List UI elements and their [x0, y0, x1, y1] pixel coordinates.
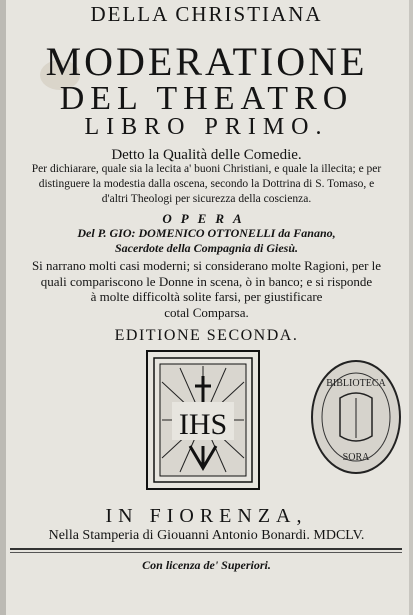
jesuit-ihs-emblem-icon — [146, 350, 260, 490]
author-line: Sacerdote della Compagnia di Giesù. — [115, 241, 298, 255]
divider-rule-thin — [10, 552, 402, 553]
summary-line: distinguere la modestia dalla oscena, secondo la Dottrina di S. Tomaso, e — [38, 178, 375, 190]
edition-label: EDITIONE SECONDA. — [114, 327, 299, 344]
stamp-text: BIBLIOTECA — [326, 378, 386, 389]
title-line-1: DELLA CHRISTIANA — [90, 2, 323, 26]
paragraph-line: quali compariscono le Donne in scena, ò in banco; e si risponde — [40, 274, 373, 289]
paragraph-line: Si narrano molti casi moderni; si considerano molte Ragioni, per le — [31, 258, 382, 273]
stamp-text-bottom: SORA — [342, 452, 370, 463]
title-line-3: DEL THEATRO — [59, 80, 354, 117]
library-stamp-icon — [310, 358, 402, 476]
paragraph-line: cotal Comparsa. — [164, 305, 249, 320]
imprint-city: IN FIORENZA, — [105, 505, 308, 527]
author-line: Del P. GIO: DOMENICO OTTONELLI da Fanano, — [77, 226, 336, 240]
title-line-2: MODERATIONE — [45, 39, 368, 84]
paragraph-line: à molte difficoltà solite farsi, per giustificare — [90, 289, 323, 304]
summary-line: Per dichiarare, quale sia la lecita a' buoni Christiani, e quale la illecita; e per — [31, 163, 382, 175]
emblem-text: IHS — [178, 408, 228, 441]
opera-label: OPERA — [162, 211, 251, 226]
imprint-press: Nella Stamperia di Giouanni Antonio Bonardi. MDCLV. — [48, 528, 365, 543]
title-line-4: LIBRO PRIMO. — [84, 114, 329, 140]
title-line-5: Detto la Qualità delle Comedie. — [111, 147, 302, 163]
summary-line: d'altri Theologi per sicurezza della coscienza. — [101, 193, 312, 205]
license-line: Con licenza de' Superiori. — [142, 558, 271, 572]
divider-rule — [10, 548, 402, 550]
